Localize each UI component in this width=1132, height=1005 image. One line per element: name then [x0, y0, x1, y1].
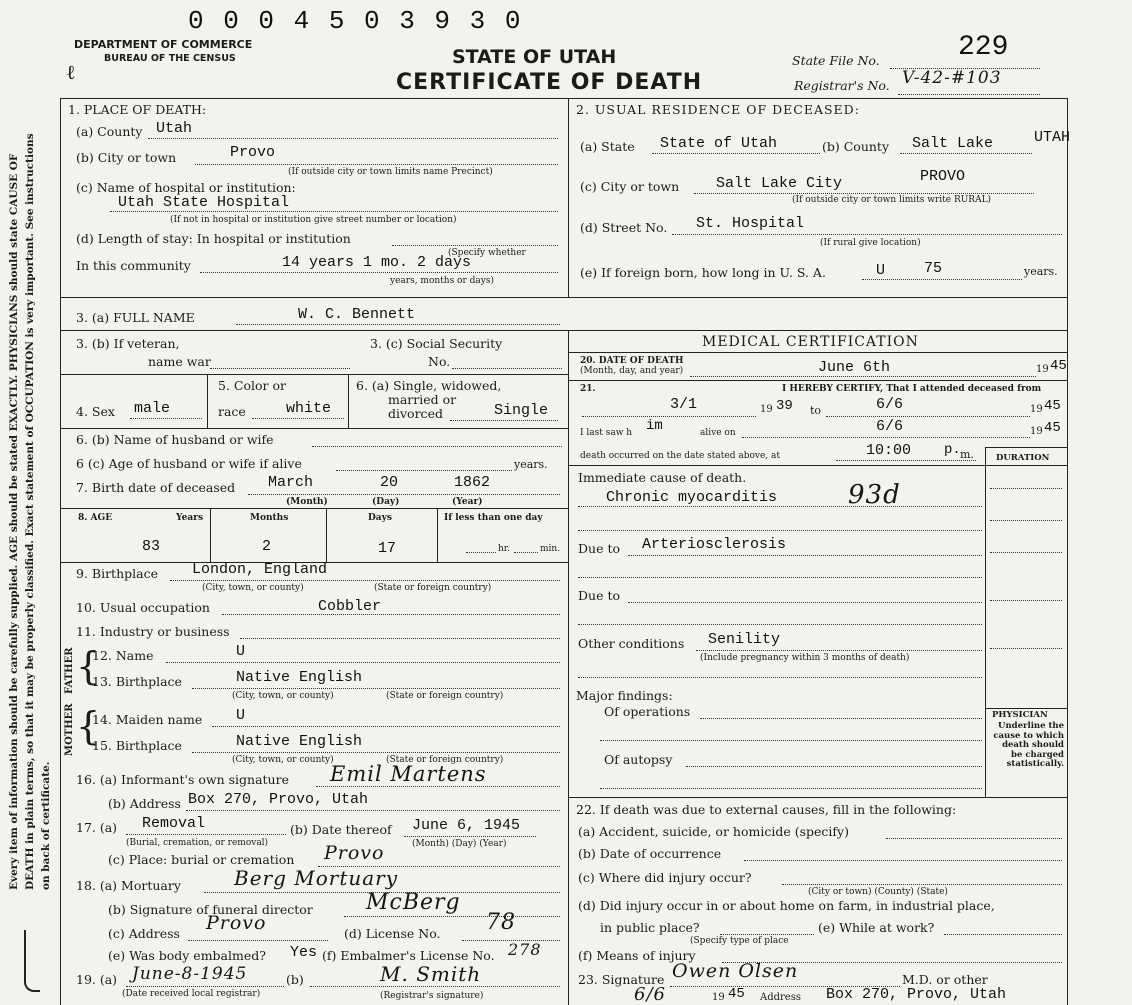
res-city-label: (c) City or town: [580, 179, 680, 194]
date-thereof-value: June 6, 1945: [412, 817, 521, 834]
age-less-label: If less than one day: [444, 513, 543, 523]
ssn-label2: No.: [428, 354, 451, 369]
res-city-note: (If outside city or town limits write RURAL): [792, 195, 992, 205]
father-cap-state: (State or foreign country): [386, 691, 504, 701]
license-value: 78: [486, 910, 516, 935]
last-saw-year: 45: [1044, 420, 1061, 436]
res-state-value: State of Utah: [660, 135, 778, 152]
mother-birthplace-value: Native English: [236, 733, 363, 750]
res-state-label: (a) State: [580, 139, 635, 154]
birthplace-value: London, England: [192, 561, 328, 578]
removal-value: Removal: [142, 815, 206, 832]
registrar-caption: (Registrar's signature): [380, 991, 484, 1001]
pod-community-label: In this community: [76, 258, 191, 273]
physician-signature: Owen Olsen: [672, 960, 799, 982]
external-e-label: (e) While at work?: [818, 920, 935, 935]
pod-community-value: 14 years 1 mo. 2 days: [282, 254, 472, 271]
age-days-label: Days: [368, 513, 392, 523]
mother-label: MOTHER: [64, 703, 75, 756]
last-year-prefix: 19: [1030, 426, 1043, 437]
immediate-cause-value: Chronic myocarditis: [606, 489, 778, 506]
veteran-label2: name war: [148, 354, 211, 369]
due-to-1-label: Due to: [578, 541, 620, 556]
removal-caption: (Burial, cremation, or removal): [126, 838, 269, 848]
father-birthplace-value: Native English: [236, 669, 363, 686]
registrar-number: V-42-#103: [902, 68, 1002, 88]
other-conditions-value: Senility: [708, 631, 781, 648]
age-hr: hr.: [498, 544, 510, 554]
birth-month: March: [268, 474, 314, 491]
res-county-extra: UTAH: [1034, 129, 1071, 146]
certificate-title: CERTIFICATE OF DEATH: [396, 70, 703, 95]
father-cap-city: (City, town, or county): [232, 691, 334, 701]
registrar-label: Registrar's No.: [794, 78, 890, 93]
res-county-value: Salt Lake: [912, 135, 994, 152]
date-thereof-caption: (Month) (Day) (Year): [412, 839, 507, 849]
sex-label: 4. Sex: [76, 404, 115, 419]
date-of-death-caption: (Month, day, and year): [580, 366, 684, 376]
external-d2-label: in public place?: [600, 920, 700, 935]
age-years-label: Years: [176, 513, 204, 523]
birthplace-cap1: (City, town, or county): [202, 583, 304, 593]
birthplace-label: 9. Birthplace: [76, 566, 158, 581]
physician-note: Underline the cause to which death should be charged statistically.: [993, 721, 1064, 769]
alive-label: alive on: [700, 428, 736, 438]
res-street-value: St. Hospital: [696, 215, 805, 232]
residence-heading: 2. USUAL RESIDENCE OF DECEASED:: [576, 102, 860, 117]
time-pm: p.: [944, 442, 961, 458]
external-c-caption: (City or town) (County) (State): [808, 887, 948, 897]
res-city-value: Salt Lake City: [716, 175, 843, 192]
res-street-label: (d) Street No.: [580, 220, 668, 235]
pod-county-label: (a) County: [76, 124, 143, 139]
pod-hospital-note: (If not in hospital or institution give street number or location): [170, 215, 457, 225]
res-foreign-label: (e) If foreign born, how long in U. S. A.: [580, 265, 826, 280]
header-mark: ℓ: [66, 60, 76, 84]
marital-label3: divorced: [388, 406, 443, 421]
informant-signature: Emil Martens: [330, 762, 487, 786]
age-months-label: Months: [250, 513, 289, 523]
embalmed-label: (e) Was body embalmed?: [108, 948, 266, 963]
physician-header: PHYSICIAN: [992, 710, 1048, 720]
res-foreign-extra: 75: [924, 260, 943, 277]
director-address-value: Provo: [206, 912, 267, 934]
date-thereof-label: (b) Date thereof: [290, 822, 392, 837]
age-spouse-years: years.: [514, 458, 548, 471]
attended-to-year: 45: [1044, 398, 1061, 414]
place-burial-label: (c) Place: burial or cremation: [108, 852, 295, 867]
pod-hospital-value: Utah State Hospital: [118, 194, 290, 211]
director-signature: McBerg: [366, 890, 461, 915]
medical-heading: MEDICAL CERTIFICATION: [702, 334, 919, 350]
marital-label2: married or: [388, 392, 457, 407]
to-label: to: [810, 404, 822, 417]
color-label: 5. Color or: [218, 378, 286, 393]
sig-date-value: 6/6: [634, 984, 666, 1005]
age-label: 8. AGE: [78, 513, 113, 523]
informant-address-label: (b) Address: [108, 796, 181, 811]
external-d-caption: (Specify type of place: [690, 936, 789, 946]
res-city-extra: PROVO: [920, 168, 966, 185]
state-file-number: 229: [958, 32, 1009, 63]
other-conditions-caption: (Include pregnancy within 3 months of death): [700, 653, 910, 663]
side-instructions-1: Every item of information should be carefully supplied. AGE should be stated EXACTLY. PHYSICIANS should state CAUSE OF: [8, 153, 20, 890]
race-value: white: [286, 400, 332, 417]
father-name-label: 12. Name: [92, 648, 154, 663]
time-m: m.: [960, 448, 974, 461]
marital-label: 6. (a) Single, widowed,: [356, 378, 502, 393]
informant-address-value: Box 270, Provo, Utah: [188, 791, 369, 808]
pod-hospital-label: (c) Name of hospital or institution:: [76, 180, 296, 195]
occupation-label: 10. Usual occupation: [76, 600, 210, 615]
father-label: FATHER: [64, 647, 75, 694]
place-of-death-heading: 1. PLACE OF DEATH:: [68, 102, 207, 117]
res-years-label: years.: [1024, 265, 1058, 278]
external-b-label: (b) Date of occurrence: [578, 846, 722, 861]
age-months-value: 2: [262, 538, 272, 555]
sig-year-prefix: 19: [712, 992, 725, 1003]
age-min: min.: [540, 544, 561, 554]
state-file-label: State File No.: [792, 53, 880, 68]
res-street-note: (If rural give location): [820, 238, 921, 248]
informant-label: 16. (a) Informant's own signature: [76, 772, 289, 787]
external-a-label: (a) Accident, suicide, or homicide (specify): [578, 824, 849, 839]
attended-to: 6/6: [876, 396, 904, 413]
pod-city-value: Provo: [230, 144, 276, 161]
full-name-label: 3. (a) FULL NAME: [76, 310, 195, 325]
embalmer-label: (f) Embalmer's License No.: [322, 948, 495, 963]
age-years-value: 83: [142, 538, 161, 555]
year-caption: (Year): [452, 497, 483, 507]
external-f-label: (f) Means of injury: [578, 948, 696, 963]
state-title: STATE OF UTAH: [452, 46, 617, 68]
embalmed-value: Yes: [290, 944, 318, 961]
father-name-value: U: [236, 643, 246, 660]
certify-number: 21.: [580, 384, 596, 394]
operations-label: Of operations: [604, 704, 691, 719]
mother-cap-state: (State or foreign country): [386, 755, 504, 765]
registrar-b-label: (b): [286, 972, 304, 987]
father-brace: {: [76, 644, 101, 688]
industry-label: 11. Industry or business: [76, 624, 230, 639]
to-year-prefix: 19: [1030, 404, 1043, 415]
pod-city-label: (b) City or town: [76, 150, 177, 165]
bureau-label: BUREAU OF THE CENSUS: [104, 53, 236, 64]
full-name-value: W. C. Bennett: [298, 306, 416, 323]
serial-number: 0 0 0 4 5 0 3 9 3 0: [188, 6, 523, 36]
registrar-signature: M. Smith: [380, 962, 482, 986]
pod-specify-note2: years, months or days): [390, 276, 494, 286]
date-of-death-value: June 6th: [818, 359, 891, 376]
mother-brace: {: [76, 704, 101, 748]
last-saw-label: I last saw h: [580, 428, 633, 438]
due-to-2-label: Due to: [578, 588, 620, 603]
age-days-value: 17: [378, 540, 397, 557]
birth-date-label: 7. Birth date of deceased: [76, 480, 236, 495]
autopsy-label: Of autopsy: [604, 752, 673, 767]
bracket-mark: [24, 930, 40, 992]
external-d-label: (d) Did injury occur in or about home on farm, in industrial place,: [578, 898, 995, 913]
last-saw-him: im: [646, 418, 663, 434]
certify-text: I HEREBY CERTIFY, That I attended deceased from: [782, 384, 1042, 394]
pod-county-value: Utah: [156, 120, 193, 137]
mother-maiden-label: 14. Maiden name: [92, 712, 203, 727]
received-caption: (Date received local registrar): [122, 989, 261, 999]
ssn-label: 3. (c) Social Security: [370, 336, 503, 351]
external-heading: 22. If death was due to external causes, fill in the following:: [576, 802, 957, 817]
sig-year: 45: [728, 986, 745, 1002]
age-spouse-label: 6 (c) Age of husband or wife if alive: [76, 456, 302, 471]
dod-year: 45: [1050, 358, 1067, 374]
side-instructions-2: DEATH in plain terms, so that it may be properly classified. Exact statement of OCCUPATION is very important. See instructions: [24, 133, 36, 890]
husband-label: 6. (b) Name of husband or wife: [76, 432, 274, 447]
md-label: M.D. or other: [902, 972, 988, 987]
sig-address-value: Box 270, Provo, Utah: [826, 986, 1007, 1003]
veteran-label: 3. (b) If veteran,: [76, 336, 180, 351]
from-year-prefix: 19: [760, 404, 773, 415]
race-label: race: [218, 404, 246, 419]
pod-specify-note: (Specify whether: [448, 248, 526, 258]
pod-stay-label: (d) Length of stay: In hospital or institution: [76, 231, 351, 246]
major-findings-label: Major findings:: [576, 688, 673, 703]
mortuary-label: 18. (a) Mortuary: [76, 878, 181, 893]
time-of-death: 10:00: [866, 442, 912, 459]
department-label: DEPARTMENT OF COMMERCE: [74, 38, 253, 51]
pod-city-note: (If outside city or town limits name Precinct): [288, 167, 493, 177]
birthplace-cap2: (State or foreign country): [374, 583, 492, 593]
attended-from-year: 39: [776, 398, 793, 414]
external-c-label: (c) Where did injury occur?: [578, 870, 752, 885]
father-birthplace-label: 13. Birthplace: [92, 674, 182, 689]
occurred-label: death occurred on the date stated above, at: [580, 451, 781, 461]
cause-code: 93d: [848, 480, 901, 510]
mother-birthplace-label: 15. Birthplace: [92, 738, 182, 753]
res-foreign-value: U: [876, 262, 886, 279]
date-of-death-label: 20. DATE OF DEATH: [580, 356, 684, 366]
day-caption: (Day): [372, 497, 400, 507]
res-county-label: (b) County: [822, 139, 890, 154]
due-to-1-value: Arteriosclerosis: [642, 536, 787, 553]
signature-label: 23. Signature: [578, 972, 665, 987]
license-label: (d) License No.: [344, 926, 441, 941]
mother-maiden-value: U: [236, 707, 246, 724]
duration-header: DURATION: [996, 453, 1050, 463]
birth-year: 1862: [454, 474, 491, 491]
received-label: 19. (a): [76, 972, 118, 987]
place-burial-value: Provo: [324, 842, 385, 864]
sig-address-label: Address: [760, 992, 801, 1003]
month-caption: (Month): [286, 497, 328, 507]
sex-value: male: [134, 400, 171, 417]
marital-value: Single: [494, 402, 549, 419]
attended-from: 3/1: [670, 396, 698, 413]
mother-cap-city: (City, town, or county): [232, 755, 334, 765]
dod-year-prefix: 19: [1036, 364, 1049, 375]
director-label: (b) Signature of funeral director: [108, 902, 313, 917]
removal-label: 17. (a): [76, 820, 118, 835]
other-conditions-label: Other conditions: [578, 636, 685, 651]
immediate-cause-label: Immediate cause of death.: [578, 470, 747, 485]
mortuary-value: Berg Mortuary: [234, 866, 399, 890]
embalmer-value: 278: [508, 940, 542, 959]
occupation-value: Cobbler: [318, 598, 382, 615]
received-value: June-8-1945: [132, 964, 248, 984]
birth-day: 20: [380, 474, 399, 491]
last-saw-date: 6/6: [876, 418, 904, 435]
side-instructions-3: on back of certificate.: [40, 761, 52, 890]
director-address-label: (c) Address: [108, 926, 180, 941]
